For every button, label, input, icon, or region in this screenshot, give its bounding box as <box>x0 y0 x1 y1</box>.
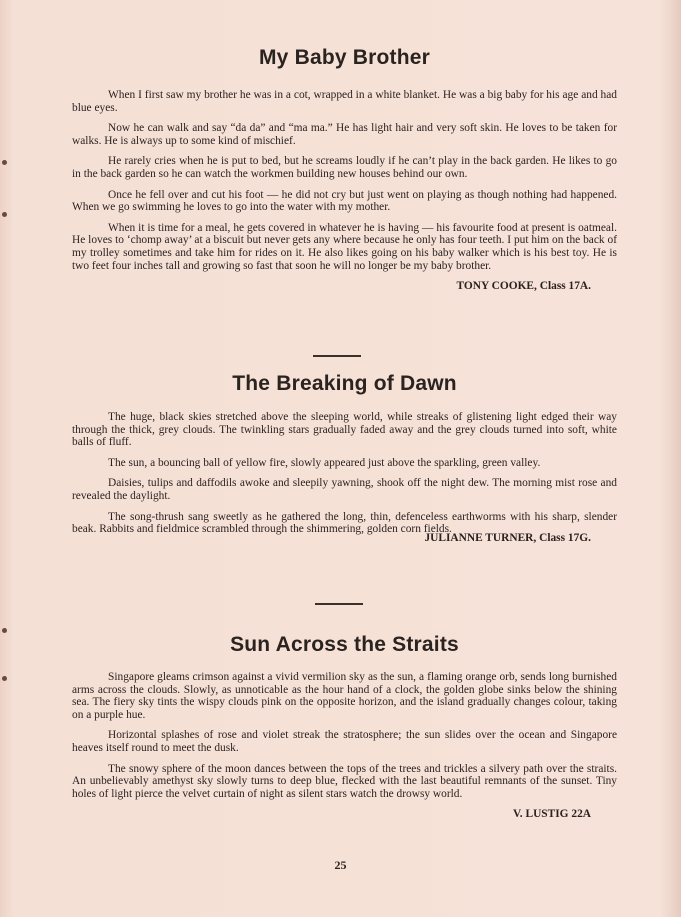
article-paragraph: The song-thrush sang sweetly as he gathered the long, thin, defenceless earthworms with his sharp, slender beak. Rabbits and fieldmice scrambled through the shimmering, golden corn fields. <box>72 510 617 536</box>
article-paragraph: He rarely cries when he is put to bed, but he screams loudly if he can’t play in the back garden. He likes to go in the back garden so he can watch the workmen building new houses behind our own. <box>72 155 617 180</box>
article-paragraph: Singapore gleams crimson against a vivid vermilion sky as the sun, a flaming orange orb, sends long burnished arms across the clouds. Slowly, as unnoticable as the hour hand of a clock, the golden globe sinks below the shining sea. The fiery sky tints the wispy clouds pink on the opposite horizon, and the island gradually changes colour, taking on a purple hue. <box>72 671 617 721</box>
article-paragraph: When it is time for a meal, he gets covered in whatever he is having — his favourite food at present is oatmeal. He loves to ‘chomp away’ at a biscuit but never gets any where because he only has four teeth. I put him on the back of my trolley sometimes and take him for rides on it. He also likes going on his baby walker which is his best toy. He is two feet four inches tall and growing so fast that soon he will no longer be my baby brother. <box>72 221 617 272</box>
article-title: The Breaking of Dawn <box>232 372 457 395</box>
binding-mark <box>2 628 7 633</box>
article-byline: V. LUSTIG 22A <box>513 808 591 821</box>
article-paragraph: The huge, black skies stretched above the sleeping world, while streaks of glistening light edged their way through the thick, grey clouds. The twinkling stars gradually faded away and the grey clouds turned into soft, white balls of fluff. <box>72 411 617 449</box>
article-paragraph: Now he can walk and say “da da” and “ma ma.” He has light hair and very soft skin. He loves to be taken for walks. He is always up to some kind of mischief. <box>72 122 617 147</box>
article-sun-across-the-straits <box>72 633 617 820</box>
article-title: Sun Across the Straits <box>230 633 459 656</box>
article-paragraph: The snowy sphere of the moon dances between the tops of the trees and trickles a silvery path over the straits. An unbelievably amethyst sky slowly turns to deep blue, flecked with the last beautiful remnants of the sunset. Tiny holes of light pierce the velvet curtain of night as silent stars watch the drowsy world. <box>72 762 617 800</box>
binding-mark <box>2 212 7 217</box>
article-byline: JULIANNE TURNER, Class 17G. <box>424 531 591 544</box>
section-divider <box>313 355 361 357</box>
binding-mark <box>2 676 7 681</box>
binding-mark <box>2 160 7 165</box>
article-my-baby-brother <box>72 46 617 292</box>
article-paragraph: Once he fell over and cut his foot — he did not cry but just went on playing as though nothing had happened. When we go swimming he loves to go into the water with my mother. <box>72 188 617 214</box>
article-paragraph: The sun, a bouncing ball of yellow fire, slowly appeared just above the sparkling, green valley. <box>108 456 541 469</box>
article-byline: TONY COOKE, Class 17A. <box>456 280 591 293</box>
article-paragraph: Daisies, tulips and daffodils awoke and sleepily yawning, shook off the night dew. The morning mist rose and revealed the daylight. <box>72 477 617 502</box>
section-divider <box>315 603 363 605</box>
article-paragraph: Horizontal splashes of rose and violet streak the stratosphere; the sun slides over the ocean and Singapore heaves itself round to meet the dusk. <box>72 729 617 754</box>
article-breaking-of-dawn <box>72 372 617 544</box>
article-title: My Baby Brother <box>258 46 431 69</box>
article-paragraph: When I first saw my brother he was in a cot, wrapped in a white blanket. He was a big baby for his age and had blue eyes. <box>72 89 617 114</box>
page-number: 25 <box>334 858 347 872</box>
